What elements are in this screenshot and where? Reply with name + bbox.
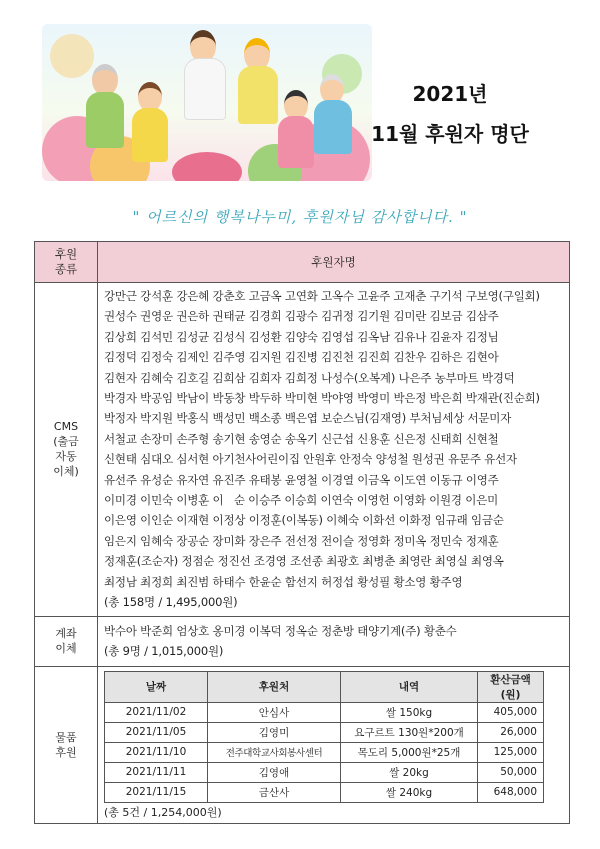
- cell-detail: 쌀 240kg: [341, 782, 478, 802]
- table-row: [105, 702, 544, 722]
- col-donor: 후원처: [208, 671, 341, 702]
- cell-donor: 전주대학교사회봉사센터: [208, 742, 341, 762]
- cell-amount: 648,000: [478, 782, 544, 802]
- cell-date: 2021/11/05: [105, 722, 208, 742]
- cell-amount: 405,000: [478, 702, 544, 722]
- cell-detail: 목도리 5,000원*25개: [341, 742, 478, 762]
- cell-date: 2021/11/02: [105, 702, 208, 722]
- cms-total: (총 158명 / 1,495,000원): [104, 595, 238, 610]
- name-line: 임은지 임혜숙 장공순 장미화 장은주 전선정 전이슬 정영화 정미옥 정민숙 정재훈: [104, 533, 499, 548]
- table-row: [105, 722, 544, 742]
- cell-donor: 김영미: [208, 722, 341, 742]
- name-line: 이은영 이인순 이재현 이정상 이정훈(이복동) 이혜숙 이화선 이화정 임규래 임금순: [104, 513, 504, 528]
- header-type: 후원 종류: [35, 242, 98, 283]
- cms-label: CMS (출금 자동 이체): [35, 283, 98, 617]
- cell-donor: 김영애: [208, 762, 341, 782]
- goods-cell: [98, 666, 570, 823]
- cms-row: [35, 283, 570, 617]
- name-line: 최정남 최정희 최진범 하태수 한윤순 함선지 허정섭 황성필 황소영 황주영: [104, 574, 463, 589]
- header-names: 후원자명: [98, 242, 570, 283]
- goods-row: [35, 666, 570, 823]
- table-row: [105, 742, 544, 762]
- name-line: 박정자 박지원 박홍식 백성민 백소종 백은엽 보순스님(김재영) 부처님세상 서문미자: [104, 411, 512, 426]
- cell-donor: 금산사: [208, 782, 341, 802]
- name-line: 정재훈(조순자) 정점순 정진선 조경영 조선종 최광호 최병춘 최영란 최영실 최영옥: [104, 554, 504, 569]
- transfer-total: (총 9명 / 1,015,000원): [104, 644, 224, 658]
- transfer-line: 박수아 박준희 엄상호 옹미경 이복덕 정옥순 정춘방 태양기계(주) 황춘수: [104, 623, 457, 638]
- name-line: 이미경 이민숙 이병훈 이 순 이승주 이승희 이연숙 이영헌 이영화 이원경 이은미: [104, 493, 499, 508]
- name-line: 박경자 박공임 박남이 박동창 박두하 박미현 박야영 박영미 박은정 박은희 박재관(진순희): [104, 391, 540, 406]
- table-row: [105, 762, 544, 782]
- col-date: 날짜: [105, 671, 208, 702]
- col-amount: 환산금액(원): [478, 671, 544, 702]
- cell-detail: 요구르트 130원*200개: [341, 722, 478, 742]
- cell-date: 2021/11/10: [105, 742, 208, 762]
- cell-donor: 안심사: [208, 702, 341, 722]
- name-line: 김현자 김혜숙 김호길 김희삼 김희자 김희정 나성수(오복계) 나은주 농부마트 박경덕: [104, 370, 515, 385]
- banner-illustration: [42, 24, 372, 181]
- name-line: 유선주 유성순 유자연 유진주 유태봉 윤영철 이경열 이금옥 이도연 이동규 이영주: [104, 472, 499, 487]
- goods-label: 물품 후원: [35, 666, 98, 823]
- cell-date: 2021/11/11: [105, 762, 208, 782]
- cell-amount: 125,000: [478, 742, 544, 762]
- transfer-names: [98, 616, 570, 666]
- col-detail: 내역: [341, 671, 478, 702]
- cell-detail: 쌀 20kg: [341, 762, 478, 782]
- donor-table: [34, 241, 570, 824]
- slogan: " 어르신의 행복나누미, 후원자님 감사합니다. ": [132, 208, 468, 226]
- cell-amount: 26,000: [478, 722, 544, 742]
- name-line: 서철교 손장미 손주형 송기현 송영순 송옥기 신근섭 신용훈 신은정 신태희 신현철: [104, 431, 499, 446]
- goods-table: [104, 671, 544, 803]
- cell-detail: 쌀 150kg: [341, 702, 478, 722]
- transfer-label: 계좌 이체: [35, 616, 98, 666]
- cell-amount: 50,000: [478, 762, 544, 782]
- name-line: 강만근 강석훈 강은혜 강춘호 고금옥 고연화 고옥수 고윤주 고재춘 구기석 구보영(구일회): [104, 289, 540, 303]
- table-row: [105, 782, 544, 802]
- name-line: 권성수 권영운 권은하 권태균 김경희 김광수 김귀정 김기원 김미란 김보금 김삼주: [104, 309, 499, 324]
- name-line: 신현태 심대오 심서현 아기천사어린이집 안원후 안정숙 양성철 원성권 유문주 유선자: [104, 452, 517, 467]
- cell-date: 2021/11/15: [105, 782, 208, 802]
- name-line: 김상희 김석민 김성균 김성식 김성환 김양숙 김영섭 김옥남 김유나 김윤자 김정님: [104, 329, 499, 344]
- year-title: 2021년: [412, 82, 488, 106]
- goods-total: (총 5건 / 1,254,000원): [104, 805, 222, 819]
- transfer-row: [35, 616, 570, 666]
- name-line: 김정덕 김정숙 김제인 김주영 김지원 김진병 김진천 김진희 김찬우 김하은 김현아: [104, 350, 499, 365]
- page-title: 11월 후원자 명단: [371, 122, 529, 146]
- cms-names: [98, 283, 570, 617]
